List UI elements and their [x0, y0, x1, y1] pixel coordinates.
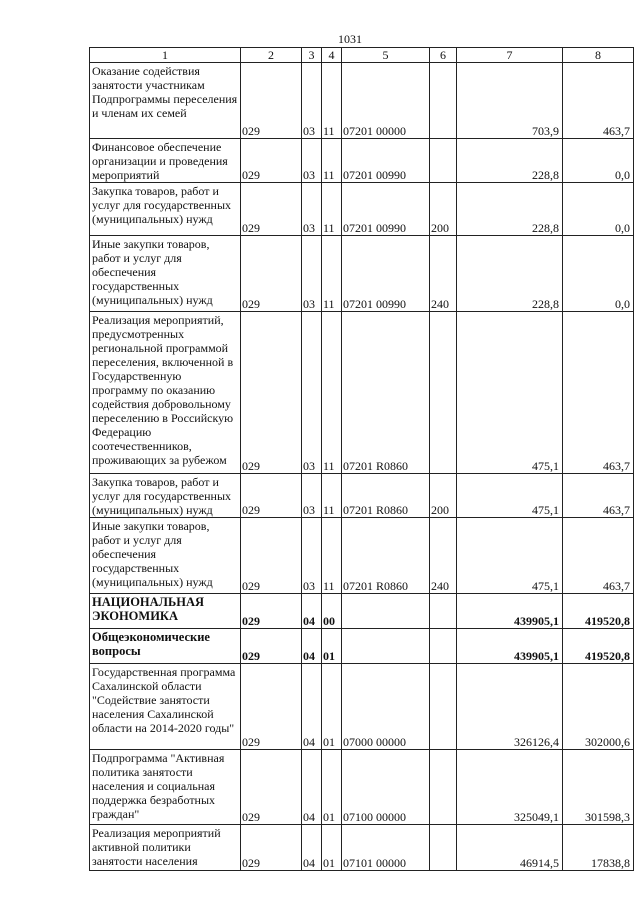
column-header: 7: [457, 48, 563, 63]
code-6-cell: [430, 629, 457, 664]
code-4-cell: 01: [322, 629, 342, 664]
amount-8-cell: 463,7: [563, 518, 634, 594]
code-3-cell: 03: [302, 63, 322, 139]
table-row: [90, 518, 634, 594]
code-5-cell: [342, 594, 430, 629]
code-5-cell: 07201 00990: [342, 236, 430, 312]
column-header: 2: [241, 48, 302, 63]
code-2-cell: 029: [241, 664, 302, 750]
code-4-cell: 01: [322, 750, 342, 825]
table-row: [90, 312, 634, 474]
row-name-cell: Реализация мероприятий, предусмотренных региональной программой переселения, включенной в Государственную программу по оказанию содействия добровольному переселению в Российскую Федерацию соотечественников, проживающих за рубежом: [90, 312, 241, 474]
code-4-cell: 11: [322, 63, 342, 139]
amount-8-cell: 463,7: [563, 312, 634, 474]
code-3-cell: 04: [302, 664, 322, 750]
header-row: [90, 48, 634, 63]
code-6-cell: [430, 63, 457, 139]
page-number: 1031: [338, 32, 362, 46]
table-row: [90, 139, 634, 183]
code-5-cell: 07000 00000: [342, 664, 430, 750]
code-6-cell: [430, 750, 457, 825]
amount-7-cell: 325049,1: [457, 750, 563, 825]
code-5-cell: 07100 00000: [342, 750, 430, 825]
column-header: 8: [563, 48, 634, 63]
code-4-cell: 01: [322, 825, 342, 871]
code-3-cell: 03: [302, 312, 322, 474]
row-name-cell: Подпрограмма "Активная политика занятости населения и социальная поддержка безработных граждан": [90, 750, 241, 825]
row-name-cell: Иные закупки товаров, работ и услуг для обеспечения государственных (муниципальных) нужд: [90, 518, 241, 594]
amount-8-cell: 0,0: [563, 183, 634, 236]
code-3-cell: 03: [302, 236, 322, 312]
code-6-cell: [430, 664, 457, 750]
code-3-cell: 04: [302, 594, 322, 629]
row-name-cell: НАЦИОНАЛЬНАЯ ЭКОНОМИКА: [90, 594, 241, 629]
amount-7-cell: 326126,4: [457, 664, 563, 750]
code-4-cell: 11: [322, 312, 342, 474]
code-5-cell: 07201 00000: [342, 63, 430, 139]
code-5-cell: 07201 00990: [342, 183, 430, 236]
code-5-cell: 07201 R0860: [342, 518, 430, 594]
amount-7-cell: 46914,5: [457, 825, 563, 871]
code-5-cell: 07201 R0860: [342, 474, 430, 518]
code-3-cell: 04: [302, 825, 322, 871]
code-3-cell: 03: [302, 139, 322, 183]
code-5-cell: 07201 00990: [342, 139, 430, 183]
amount-8-cell: 17838,8: [563, 825, 634, 871]
code-2-cell: 029: [241, 594, 302, 629]
code-6-cell: 240: [430, 236, 457, 312]
table-row: [90, 594, 634, 629]
table-row: [90, 825, 634, 871]
code-2-cell: 029: [241, 63, 302, 139]
table-row: [90, 664, 634, 750]
code-2-cell: 029: [241, 474, 302, 518]
amount-7-cell: 475,1: [457, 312, 563, 474]
row-name-cell: Иные закупки товаров, работ и услуг для обеспечения государственных (муниципальных) нужд: [90, 236, 241, 312]
amount-8-cell: 419520,8: [563, 629, 634, 664]
amount-7-cell: 228,8: [457, 139, 563, 183]
code-6-cell: 240: [430, 518, 457, 594]
amount-8-cell: 0,0: [563, 139, 634, 183]
code-6-cell: [430, 312, 457, 474]
code-5-cell: 07201 R0860: [342, 312, 430, 474]
row-name-cell: Закупка товаров, работ и услуг для государственных (муниципальных) нужд: [90, 183, 241, 236]
amount-7-cell: 439905,1: [457, 594, 563, 629]
table-row: [90, 63, 634, 139]
table-row: [90, 236, 634, 312]
code-2-cell: 029: [241, 825, 302, 871]
code-4-cell: 01: [322, 664, 342, 750]
amount-8-cell: 302000,6: [563, 664, 634, 750]
code-2-cell: 029: [241, 629, 302, 664]
code-4-cell: 00: [322, 594, 342, 629]
column-header: 1: [90, 48, 241, 63]
table-row: [90, 474, 634, 518]
table-row: [90, 750, 634, 825]
code-3-cell: 03: [302, 518, 322, 594]
code-4-cell: 11: [322, 518, 342, 594]
row-name-cell: Реализация мероприятий активной политики занятости населения: [90, 825, 241, 871]
amount-7-cell: 703,9: [457, 63, 563, 139]
table-body: [90, 48, 634, 871]
code-4-cell: 11: [322, 139, 342, 183]
code-2-cell: 029: [241, 750, 302, 825]
amount-8-cell: 0,0: [563, 236, 634, 312]
code-5-cell: 07101 00000: [342, 825, 430, 871]
code-6-cell: 200: [430, 183, 457, 236]
code-6-cell: [430, 594, 457, 629]
code-2-cell: 029: [241, 518, 302, 594]
code-3-cell: 03: [302, 183, 322, 236]
code-4-cell: 11: [322, 183, 342, 236]
code-4-cell: 11: [322, 236, 342, 312]
column-header: 5: [342, 48, 430, 63]
row-name-cell: Закупка товаров, работ и услуг для государственных (муниципальных) нужд: [90, 474, 241, 518]
code-2-cell: 029: [241, 139, 302, 183]
amount-7-cell: 228,8: [457, 236, 563, 312]
code-3-cell: 04: [302, 629, 322, 664]
code-3-cell: 03: [302, 474, 322, 518]
code-5-cell: [342, 629, 430, 664]
amount-7-cell: 475,1: [457, 474, 563, 518]
code-4-cell: 11: [322, 474, 342, 518]
column-header: 3: [302, 48, 322, 63]
amount-8-cell: 463,7: [563, 474, 634, 518]
code-2-cell: 029: [241, 312, 302, 474]
table-row: [90, 183, 634, 236]
amount-7-cell: 439905,1: [457, 629, 563, 664]
code-2-cell: 029: [241, 183, 302, 236]
code-2-cell: 029: [241, 236, 302, 312]
column-header: 4: [322, 48, 342, 63]
amount-8-cell: 419520,8: [563, 594, 634, 629]
amount-8-cell: 463,7: [563, 63, 634, 139]
row-name-cell: Общеэкономические вопросы: [90, 629, 241, 664]
code-6-cell: 200: [430, 474, 457, 518]
amount-7-cell: 475,1: [457, 518, 563, 594]
column-header: 6: [430, 48, 457, 63]
row-name-cell: Государственная программа Сахалинской области "Содействие занятости населения Сахалинской области на 2014-2020 годы": [90, 664, 241, 750]
amount-8-cell: 301598,3: [563, 750, 634, 825]
table-row: [90, 629, 634, 664]
code-6-cell: [430, 139, 457, 183]
budget-table: [89, 47, 634, 871]
row-name-cell: Оказание содействия занятости участникам Подпрограммы переселения и членам их семей: [90, 63, 241, 139]
code-3-cell: 04: [302, 750, 322, 825]
row-name-cell: Финансовое обеспечение организации и проведения мероприятий: [90, 139, 241, 183]
amount-7-cell: 228,8: [457, 183, 563, 236]
code-6-cell: [430, 825, 457, 871]
